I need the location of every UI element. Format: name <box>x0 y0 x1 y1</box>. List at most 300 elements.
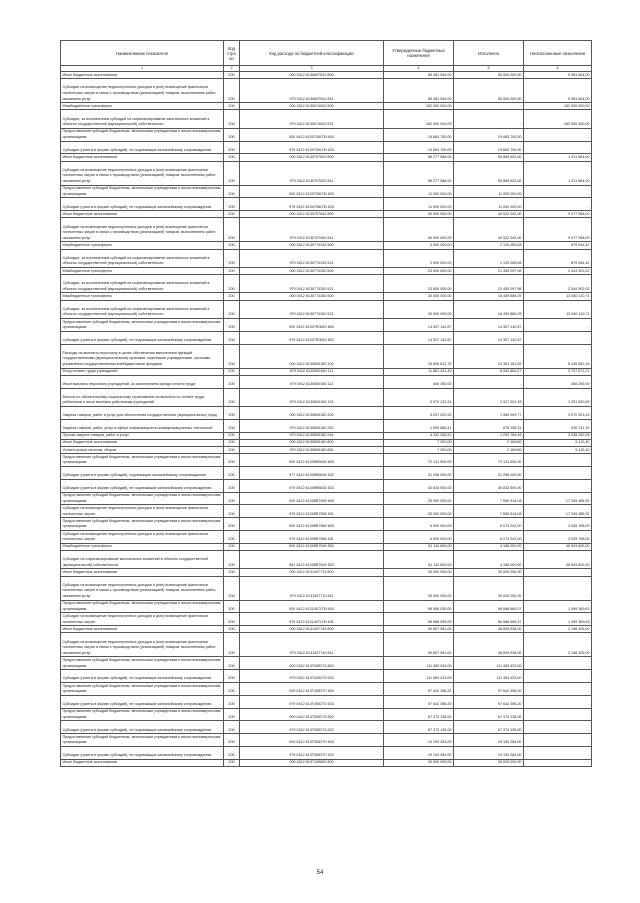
row-classification: 000 0412 613Т455270 600 <box>240 657 384 670</box>
row-approved: 5 037 022,92 <box>384 407 454 420</box>
row-approved: 406 250,00 <box>384 375 454 388</box>
row-executed: 19 193 284,00 <box>454 746 524 759</box>
row-unexecuted: 2 198 425,00 <box>524 633 592 657</box>
row-name: Субсидии (гранты в форме субсидий), не подлежащие казначейскому сопровождению <box>61 670 224 683</box>
row-unexecuted: 2 344 902,02 <box>524 275 592 293</box>
row-unexecuted: - <box>524 569 592 576</box>
row-code: 200 <box>224 530 240 543</box>
row-classification: 979 0412 61308R8540 633 <box>240 479 384 492</box>
row-executed: 2 120 055,58 <box>454 242 524 249</box>
row-approved: 6 000 000,00 <box>384 530 454 543</box>
table-row <box>61 141 592 154</box>
row-unexecuted: - <box>524 319 592 332</box>
row-classification: 970 0412 6130607810 811 <box>240 79 384 103</box>
row-name: Субсидии на возмещение недополученных доходов и (или) возмещение фактически понесенных затрат <box>61 613 224 626</box>
row-executed: 19 193 284,00 <box>454 734 524 747</box>
row-approved: 72 131 500,00 <box>384 454 454 467</box>
row-unexecuted: 3 925 758,00 <box>524 530 592 543</box>
row-approved: 4 332 036,51 <box>384 432 454 439</box>
row-code: 200 <box>224 211 240 218</box>
row-classification: 000 0412 61308R7640 500 <box>240 543 384 550</box>
row-name: Предоставление субсидий бюджетным, автономным учреждениям и иным некоммерческим организациям <box>61 518 224 531</box>
row-classification: 000 0412 613Т555270 600 <box>240 708 384 721</box>
row-classification: 979 0412 61307R0810 633 <box>240 331 384 344</box>
row-classification: 979 0412 6130707840 811 <box>240 218 384 242</box>
row-name: Субсидии на возмещение недополученных доходов и (или) возмещение фактически понесенных затрат <box>61 505 224 518</box>
row-classification: 979 0412 6130774260 521 <box>240 300 384 318</box>
row-classification: 979 0412 6130674620 521 <box>240 110 384 128</box>
row-code: 200 <box>224 388 240 406</box>
row-name: Субсидии (гранты в форме субсидий), не подлежащие казначейскому сопровождению <box>61 198 224 211</box>
table-row <box>61 375 592 388</box>
row-executed: 48 609 536,00 <box>454 633 524 657</box>
table-row <box>61 492 592 505</box>
row-executed: 31 298 000,00 <box>454 466 524 479</box>
table-row <box>61 267 592 274</box>
row-code: 200 <box>224 103 240 110</box>
table-row <box>61 626 592 633</box>
row-classification: 979 0412 6130800180 112 <box>240 375 384 388</box>
row-name: Предоставление субсидий бюджетным, автономным учреждениям и иным некоммерческим организациям <box>61 734 224 747</box>
row-approved: 50 000 000,00 <box>384 211 454 218</box>
row-unexecuted: - <box>524 466 592 479</box>
row-code: 200 <box>224 721 240 734</box>
table-row <box>61 249 592 267</box>
row-code: 200 <box>224 576 240 600</box>
row-classification: 000 0412 6130774260 500 <box>240 293 384 300</box>
row-executed: 111 463 433,00 <box>454 657 524 670</box>
row-approved: 19 193 284,00 <box>384 734 454 747</box>
table-row <box>61 600 592 613</box>
row-executed: 4 186 000,00 <box>454 550 524 568</box>
row-executed: 11 000 000,00 <box>454 198 524 211</box>
row-code: 200 <box>224 492 240 505</box>
row-classification: 979 0412 613Т455270 633 <box>240 670 384 683</box>
row-executed: 40 522 042,00 <box>454 218 524 242</box>
row-name: Предоставление субсидий бюджетным, автономным учреждениям и иным некоммерческим организациям <box>61 319 224 332</box>
row-classification: 000 0412 6130674620 500 <box>240 103 384 110</box>
row-name: Взносы по обязательному социальному страхованию на выплаты по оплате труда работников и иные выплаты работникам учреждений <box>61 388 224 406</box>
row-name: Предоставление субсидий бюджетным, автономным учреждениям и иным некоммерческим организациям <box>61 454 224 467</box>
row-approved: 182 000 000,00 <box>384 110 454 128</box>
table-row <box>61 128 592 141</box>
row-name: Субсидии (гранты в форме субсидий), не подлежащие казначейскому сопровождению <box>61 331 224 344</box>
row-executed: 14 307 142,87 <box>454 331 524 344</box>
row-name: Субсидии на возмещение недополученных доходов и (или) возмещение фактически понесенных затрат в связи с производством (реализацией) товаров, выполнением работ, оказанием услуг <box>61 79 224 103</box>
row-classification: 000 0412 613Т5552Т0 600 <box>240 734 384 747</box>
row-unexecuted: - <box>524 670 592 683</box>
row-unexecuted: - <box>524 708 592 721</box>
row-approved: 19 663 700,00 <box>384 141 454 154</box>
header-unexecuted: Неисполненные назначения <box>524 41 592 66</box>
row-code: 200 <box>224 72 240 79</box>
row-unexecuted: - <box>524 657 592 670</box>
row-name: Субсидии на софинансирование капитальных вложений в объекты государственной (муниципальной) собственности <box>61 550 224 568</box>
row-name: Субсидии, за исключением субсидий на софинансирование капитальных вложений в объекты государственной (муниципальной) собственности <box>61 110 224 128</box>
row-name: Межбюджетные трансферты <box>61 543 224 550</box>
header-classification: Код расхода по бюджетной классификации <box>240 41 384 66</box>
row-executed: 10 361 161,63 <box>454 344 524 368</box>
row-executed: 56 865 622,00 <box>454 161 524 185</box>
row-approved: 67 373 135,00 <box>384 708 454 721</box>
table-row <box>61 185 592 198</box>
row-executed: 8 063 860,27 <box>454 368 524 375</box>
row-unexecuted: 9 477 958,00 <box>524 218 592 242</box>
row-approved: 14 307 142,87 <box>384 331 454 344</box>
row-unexecuted: 406 250,00 <box>524 375 592 388</box>
row-unexecuted: - <box>524 141 592 154</box>
row-classification: 979 0412 6130800180 244 <box>240 432 384 439</box>
row-code: 200 <box>224 128 240 141</box>
row-executed: 675 155,31 <box>454 419 524 432</box>
row-code: 200 <box>224 633 240 657</box>
row-name: Закупка товаров, работ и услуг для обеспечения государственных (муниципальных) нужд <box>61 407 224 420</box>
row-unexecuted: 17 309 485,92 <box>524 492 592 505</box>
row-unexecuted: 9 981 064,00 <box>524 72 592 79</box>
row-approved: 111 463 433,00 <box>384 657 454 670</box>
row-unexecuted: 2 198 425,00 <box>524 626 592 633</box>
row-name: Межбюджетные трансферты <box>61 103 224 110</box>
row-classification: 977 0412 61308R8540 632 <box>240 466 384 479</box>
row-code: 200 <box>224 375 240 388</box>
row-unexecuted: 2 344 902,02 <box>524 267 592 274</box>
row-approved: 25 000 000,00 <box>384 505 454 518</box>
row-classification: 000 0412 6137109800 800 <box>240 759 384 766</box>
row-approved: 15 806 813,79 <box>384 344 454 368</box>
row-code: 200 <box>224 249 240 267</box>
row-approved: 97 642 398,20 <box>384 695 454 708</box>
row-unexecuted: 182 000 000,00 <box>524 103 592 110</box>
row-code: 200 <box>224 275 240 293</box>
header-approved: Утвержденные бюджетные назначения <box>384 41 454 66</box>
row-approved: 30 000 000,00 <box>384 300 454 318</box>
row-unexecuted: 182 000 000,00 <box>524 110 592 128</box>
row-approved: 1 605 886,41 <box>384 419 454 432</box>
row-code: 200 <box>224 198 240 211</box>
row-code: 200 <box>224 695 240 708</box>
row-classification: 000 0412 6130774250 500 <box>240 267 384 274</box>
column-number: 6 <box>524 66 592 72</box>
table-row <box>61 633 592 657</box>
table-row <box>61 72 592 79</box>
table-body <box>61 72 592 767</box>
row-executed: 2 327 301,36 <box>454 388 524 406</box>
row-classification: 000 0412 6130774240 500 <box>240 242 384 249</box>
row-unexecuted: 3 038 252,05 <box>524 432 592 439</box>
table-row <box>61 344 592 368</box>
table-row <box>61 103 592 110</box>
row-code: 200 <box>224 600 240 613</box>
row-executed: 40 522 042,00 <box>454 211 524 218</box>
table-row <box>61 319 592 332</box>
table-row <box>61 211 592 218</box>
row-name: Межбюджетные трансферты <box>61 242 224 249</box>
row-approved: 30 000 000,00 <box>384 569 454 576</box>
table-row <box>61 505 592 518</box>
row-classification: 000 0412 61308R7850 600 <box>240 492 384 505</box>
table-row <box>61 657 592 670</box>
row-classification: 000 0412 61307R0810 600 <box>240 319 384 332</box>
row-code: 200 <box>224 505 240 518</box>
row-code: 200 <box>224 759 240 766</box>
row-approved: 11 000 000,00 <box>384 185 454 198</box>
row-executed: 7 690 514,08 <box>454 505 524 518</box>
row-classification: 000 0412 6131407740 800 <box>240 626 384 633</box>
row-classification: 979 0412 613Т5552Т0 633 <box>240 746 384 759</box>
row-code: 200 <box>224 626 240 633</box>
header-executed: Исполнено <box>454 41 524 66</box>
table-row <box>61 670 592 683</box>
row-code: 200 <box>224 613 240 626</box>
row-approved: 3 000 000,00 <box>384 249 454 267</box>
row-executed: 4 186 000,00 <box>454 543 524 550</box>
row-unexecuted: - <box>524 479 592 492</box>
row-unexecuted: - <box>524 198 592 211</box>
table-row <box>61 419 592 432</box>
row-classification: 979 0412 6130774240 521 <box>240 249 384 267</box>
table-row <box>61 569 592 576</box>
table-row <box>61 530 592 543</box>
row-executed: 1 969 099,77 <box>454 407 524 420</box>
row-classification: 000 0412 61308R8540 600 <box>240 454 384 467</box>
row-approved: 25 000 000,00 <box>384 492 454 505</box>
row-classification: 000 0412 613Т4552Т0 600 <box>240 682 384 695</box>
row-approved: 3 579 132,31 <box>384 388 454 406</box>
row-name: Межбюджетные трансферты <box>61 267 224 274</box>
table-row <box>61 708 592 721</box>
row-classification: 979 0412 6130800180 242 <box>240 419 384 432</box>
row-code: 200 <box>224 439 240 446</box>
table-row <box>61 161 592 185</box>
row-executed: 97 642 398,20 <box>454 695 524 708</box>
row-approved: 58 277 586,00 <box>384 154 454 161</box>
row-unexecuted: - <box>524 746 592 759</box>
row-executed: 11 000 000,00 <box>454 185 524 198</box>
row-executed: 30 000 000,00 <box>454 759 524 766</box>
row-classification: 000 0412 6131407710 800 <box>240 569 384 576</box>
row-code: 200 <box>224 110 240 128</box>
row-approved: 23 800 000,00 <box>384 267 454 274</box>
row-approved: 67 373 135,00 <box>384 721 454 734</box>
row-classification: 979 0412 6130774250 521 <box>240 275 384 293</box>
row-unexecuted: 1 411 964,00 <box>524 161 592 185</box>
row-unexecuted: 3 797 571,21 <box>524 368 592 375</box>
table-row <box>61 576 592 600</box>
row-name: Закупка товаров, работ, услуг в сфере информационно-коммуникационных технологий <box>61 419 224 432</box>
row-unexecuted: - <box>524 759 592 766</box>
row-code: 200 <box>224 300 240 318</box>
row-code: 200 <box>224 670 240 683</box>
row-code: 200 <box>224 185 240 198</box>
table-row <box>61 695 592 708</box>
page-number: 54 <box>316 870 324 876</box>
row-executed: 1 293 784,46 <box>454 432 524 439</box>
table-row <box>61 466 592 479</box>
row-executed: 19 663 700,00 <box>454 128 524 141</box>
budget-execution-table <box>60 40 592 767</box>
row-unexecuted: - <box>524 721 592 734</box>
row-name: Иные бюджетные ассигнования <box>61 72 224 79</box>
row-unexecuted: 9 981 064,00 <box>524 79 592 103</box>
row-name: Иные бюджетные ассигнования <box>61 154 224 161</box>
row-approved: 14 307 142,87 <box>384 319 454 332</box>
row-executed: - <box>454 110 524 128</box>
row-code: 200 <box>224 242 240 249</box>
row-code: 200 <box>224 746 240 759</box>
header-code: Код стро ки <box>224 41 240 66</box>
table-row <box>61 447 592 454</box>
table-row <box>61 198 592 211</box>
row-executed: 14 307 142,87 <box>454 319 524 332</box>
row-unexecuted: 1 251 830,95 <box>524 388 592 406</box>
column-number: 3 <box>240 66 384 72</box>
row-code: 200 <box>224 407 240 420</box>
row-code: 200 <box>224 368 240 375</box>
row-executed: 19 663 700,00 <box>454 141 524 154</box>
row-classification: 000 0412 6130800180 200 <box>240 407 384 420</box>
row-unexecuted: - <box>524 695 592 708</box>
row-code: 200 <box>224 550 240 568</box>
row-unexecuted: 5 445 652,16 <box>524 344 592 368</box>
row-approved: 7 300,00 <box>384 447 454 454</box>
row-approved: 30 000 000,00 <box>384 759 454 766</box>
row-classification: 979 0412 6131407710 811 <box>240 576 384 600</box>
table-row <box>61 407 592 420</box>
row-name: Иные бюджетные ассигнования <box>61 626 224 633</box>
row-classification: 000 0412 6130707820 800 <box>240 154 384 161</box>
row-approved: 7 300,00 <box>384 439 454 446</box>
row-unexecuted: - <box>524 682 592 695</box>
row-unexecuted: 13 540 110,71 <box>524 293 592 300</box>
row-executed: 6 074 242,00 <box>454 530 524 543</box>
row-unexecuted: - <box>524 185 592 198</box>
table-row <box>61 454 592 467</box>
table-row <box>61 154 592 161</box>
row-unexecuted: 46 924 600,00 <box>524 550 592 568</box>
row-approved: 6 000 000,00 <box>384 518 454 531</box>
row-classification: 000 0412 61314071П0 600 <box>240 600 384 613</box>
table-row <box>61 300 592 318</box>
row-unexecuted: 1 499 369,63 <box>524 600 592 613</box>
row-approved: 65 481 064,00 <box>384 72 454 79</box>
table-row <box>61 388 592 406</box>
row-classification: 000 0412 61308R7860 600 <box>240 518 384 531</box>
row-name: Уплата прочих налогов, сборов <box>61 447 224 454</box>
row-unexecuted: 5 110,40 <box>524 447 592 454</box>
row-unexecuted: - <box>524 576 592 600</box>
row-unexecuted: 879 944,42 <box>524 242 592 249</box>
row-classification: 979 0412 6130800180 852 <box>240 447 384 454</box>
row-name: Предоставление субсидий бюджетным, автономным учреждениям и иным некоммерческим организациям <box>61 708 224 721</box>
row-approved: 65 481 064,00 <box>384 79 454 103</box>
row-code: 200 <box>224 267 240 274</box>
row-executed: 21 455 097,98 <box>454 275 524 293</box>
table-row <box>61 218 592 242</box>
row-name: Субсидии, за исключением субсидий на софинансирование капитальных вложений в объекты государственной (муниципальной) собственности <box>61 249 224 267</box>
table-row <box>61 368 592 375</box>
header-name: Наименование показателя <box>61 41 224 66</box>
row-unexecuted: 3 070 923,15 <box>524 407 592 420</box>
row-approved: 30 000 000,00 <box>384 576 454 600</box>
row-executed: 30 000 000,00 <box>454 569 524 576</box>
row-classification: 000 0412 6130607810 800 <box>240 72 384 79</box>
row-name: Субсидии (гранты в форме субсидий), подлежащие казначейскому сопровождению <box>61 466 224 479</box>
row-approved: 58 277 586,00 <box>384 161 454 185</box>
row-code: 200 <box>224 432 240 439</box>
row-approved: 30 000 000,00 <box>384 293 454 300</box>
row-executed: 2 189,60 <box>454 447 524 454</box>
row-name: Субсидии на возмещение недополученных доходов и (или) возмещение фактически понесенных затрат в связи с производством (реализацией) товаров, выполнением работ, оказанием услуг <box>61 576 224 600</box>
row-executed: 30 000 000,00 <box>454 576 524 600</box>
row-name: Иные бюджетные ассигнования <box>61 759 224 766</box>
row-classification: 000 0412 61307061П0 600 <box>240 128 384 141</box>
row-name: Иные бюджетные ассигнования <box>61 569 224 576</box>
row-name: Субсидии, за исключением субсидий на софинансирование капитальных вложений в объекты государственной (муниципальной) собственности <box>61 275 224 293</box>
row-classification: 000 0412 6130800180 800 <box>240 439 384 446</box>
column-number: 2 <box>224 66 240 72</box>
row-executed: 7 690 514,08 <box>454 492 524 505</box>
row-executed: - <box>454 103 524 110</box>
row-code: 200 <box>224 161 240 185</box>
row-unexecuted: - <box>524 331 592 344</box>
row-approved: 98 088 039,00 <box>384 600 454 613</box>
row-classification: 979 0412 61308R7860 631 <box>240 530 384 543</box>
row-name: Иные выплаты персоналу учреждений, за исключением фонда оплаты труда <box>61 375 224 388</box>
table-row <box>61 734 592 747</box>
row-executed: 16 459 889,29 <box>454 293 524 300</box>
row-unexecuted: - <box>524 734 592 747</box>
row-executed: 16 459 889,29 <box>454 300 524 318</box>
row-executed: 96 588 669,37 <box>454 613 524 626</box>
row-name: Субсидии на возмещение недополученных доходов и (или) возмещение фактически понесенных затрат <box>61 530 224 543</box>
row-unexecuted: 17 309 485,92 <box>524 505 592 518</box>
row-code: 200 <box>224 344 240 368</box>
row-executed: - <box>454 375 524 388</box>
row-code: 200 <box>224 543 240 550</box>
row-approved: 40 833 500,00 <box>384 479 454 492</box>
row-unexecuted: 9 477 958,00 <box>524 211 592 218</box>
table-row <box>61 479 592 492</box>
table-row <box>61 242 592 249</box>
row-executed: 96 588 669,37 <box>454 600 524 613</box>
row-unexecuted: 879 944,42 <box>524 249 592 267</box>
row-approved: 11 000 000,00 <box>384 198 454 211</box>
table-row <box>61 79 592 103</box>
row-classification: 979 0412 6130707820 811 <box>240 161 384 185</box>
row-code: 200 <box>224 454 240 467</box>
column-number: 4 <box>384 66 454 72</box>
row-classification: 979 0412 613Т4552Т0 633 <box>240 695 384 708</box>
row-code: 200 <box>224 734 240 747</box>
table-row <box>61 432 592 439</box>
row-approved: 98 088 039,00 <box>384 613 454 626</box>
row-code: 200 <box>224 466 240 479</box>
row-unexecuted: 13 540 110,71 <box>524 300 592 318</box>
row-name: Субсидии (гранты в форме субсидий), не подлежащие казначейскому сопровождению <box>61 695 224 708</box>
row-name: Субсидии, за исключением субсидий на софинансирование капитальных вложений в объекты государственной (муниципальной) собственности <box>61 300 224 318</box>
report-sheet <box>60 40 591 767</box>
table-row <box>61 331 592 344</box>
table-row <box>61 543 592 550</box>
row-name: Иные бюджетные ассигнования <box>61 211 224 218</box>
row-approved: 23 800 000,00 <box>384 275 454 293</box>
row-name: Иные бюджетные ассигнования <box>61 439 224 446</box>
row-unexecuted: - <box>524 454 592 467</box>
row-code: 200 <box>224 657 240 670</box>
row-classification: 979 0412 61314071П0 631 <box>240 613 384 626</box>
table-row <box>61 682 592 695</box>
row-executed: 55 500 000,00 <box>454 79 524 103</box>
